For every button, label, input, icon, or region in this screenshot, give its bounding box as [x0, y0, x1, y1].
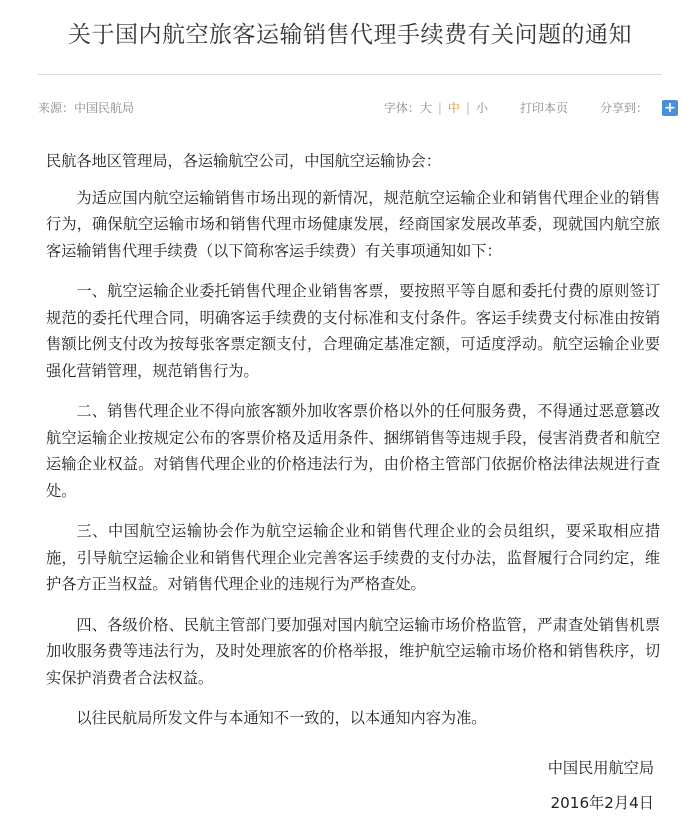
source-info — [38, 100, 134, 116]
paragraph: 一、航空运输企业委托销售代理企业销售客票，要按照平等自愿和委托付费的原则签订规范的委托代理合同，明确客运手续费的支付标准和支付条件。客运手续费支付标准由按销售额比例支付改为按每张客票定额支付，合理确定基准定额，可适度浮动。航空运输企业要强化营销管理，规范销售行为。 — [46, 282, 660, 380]
plus-share-icon[interactable]: + — [662, 100, 678, 116]
source-label: 来源： — [38, 101, 75, 115]
font-size-label: 字体： — [383, 101, 420, 115]
issuer-signature: 中国民用航空局 — [547, 759, 654, 777]
paragraph: 二、销售代理企业不得向旅客额外加收客票价格以外的任何服务费，不得通过恶意篡改航空运输企业按规定公布的客票价格及适用条件、捆绑销售等违规手段，侵害消费者和航空运输企业权益。对销售代理企业的价格违法行为，由价格主管部门依据价格法律法规进行查处。 — [46, 402, 660, 500]
paragraph: 以往民航局所发文件与本通知不一致的，以本通知内容为准。 — [76, 709, 487, 727]
separator: | — [437, 101, 442, 115]
issue-date: 2016年2月4日 — [550, 794, 654, 812]
paragraph: 四、各级价格、民航主管部门要加强对国内航空运输市场价格监管，严肃查处销售机票加收服务费等违法行为，及时处理旅客的价格举报，维护航空运输市场价格和销售秩序，切实保护消费者合法权益。 — [46, 615, 660, 687]
page-title: 关于国内航空旅客运输销售代理手续费有关问题的通知 — [68, 22, 632, 48]
font-size-medium-button[interactable]: 中 — [447, 101, 460, 115]
title-divider — [38, 74, 662, 75]
article-toolbar — [384, 100, 648, 116]
share-label: 分享到： — [599, 101, 648, 115]
source-name: 中国民航局 — [74, 101, 135, 115]
font-size-small-button[interactable]: 小 — [475, 101, 488, 115]
paragraph: 三、中国航空运输协会作为航空运输企业和销售代理企业的会员组织，要采取相应措施，引导航空运输企业和销售代理企业完善客运手续费的支付办法，监督履行合同约定，维护各方正当权益。对销售代理企业的违规行为严格查处。 — [46, 522, 660, 593]
print-page-link[interactable]: 打印本页 — [519, 101, 568, 115]
article-body — [46, 148, 660, 746]
greeting: 民航各地区管理局，各运输航空公司，中国航空运输协会： — [46, 152, 441, 170]
separator: | — [465, 101, 470, 115]
font-size-large-button[interactable]: 大 — [419, 101, 432, 115]
paragraph: 为适应国内航空运输销售市场出现的新情况，规范航空运输企业和销售代理企业的销售行为，确保航空运输市场和销售代理市场健康发展，经商国家发展改革委，现就国内航空旅客运输销售代理手续费（以下简称客运手续费）有关事项通知如下： — [46, 188, 660, 260]
